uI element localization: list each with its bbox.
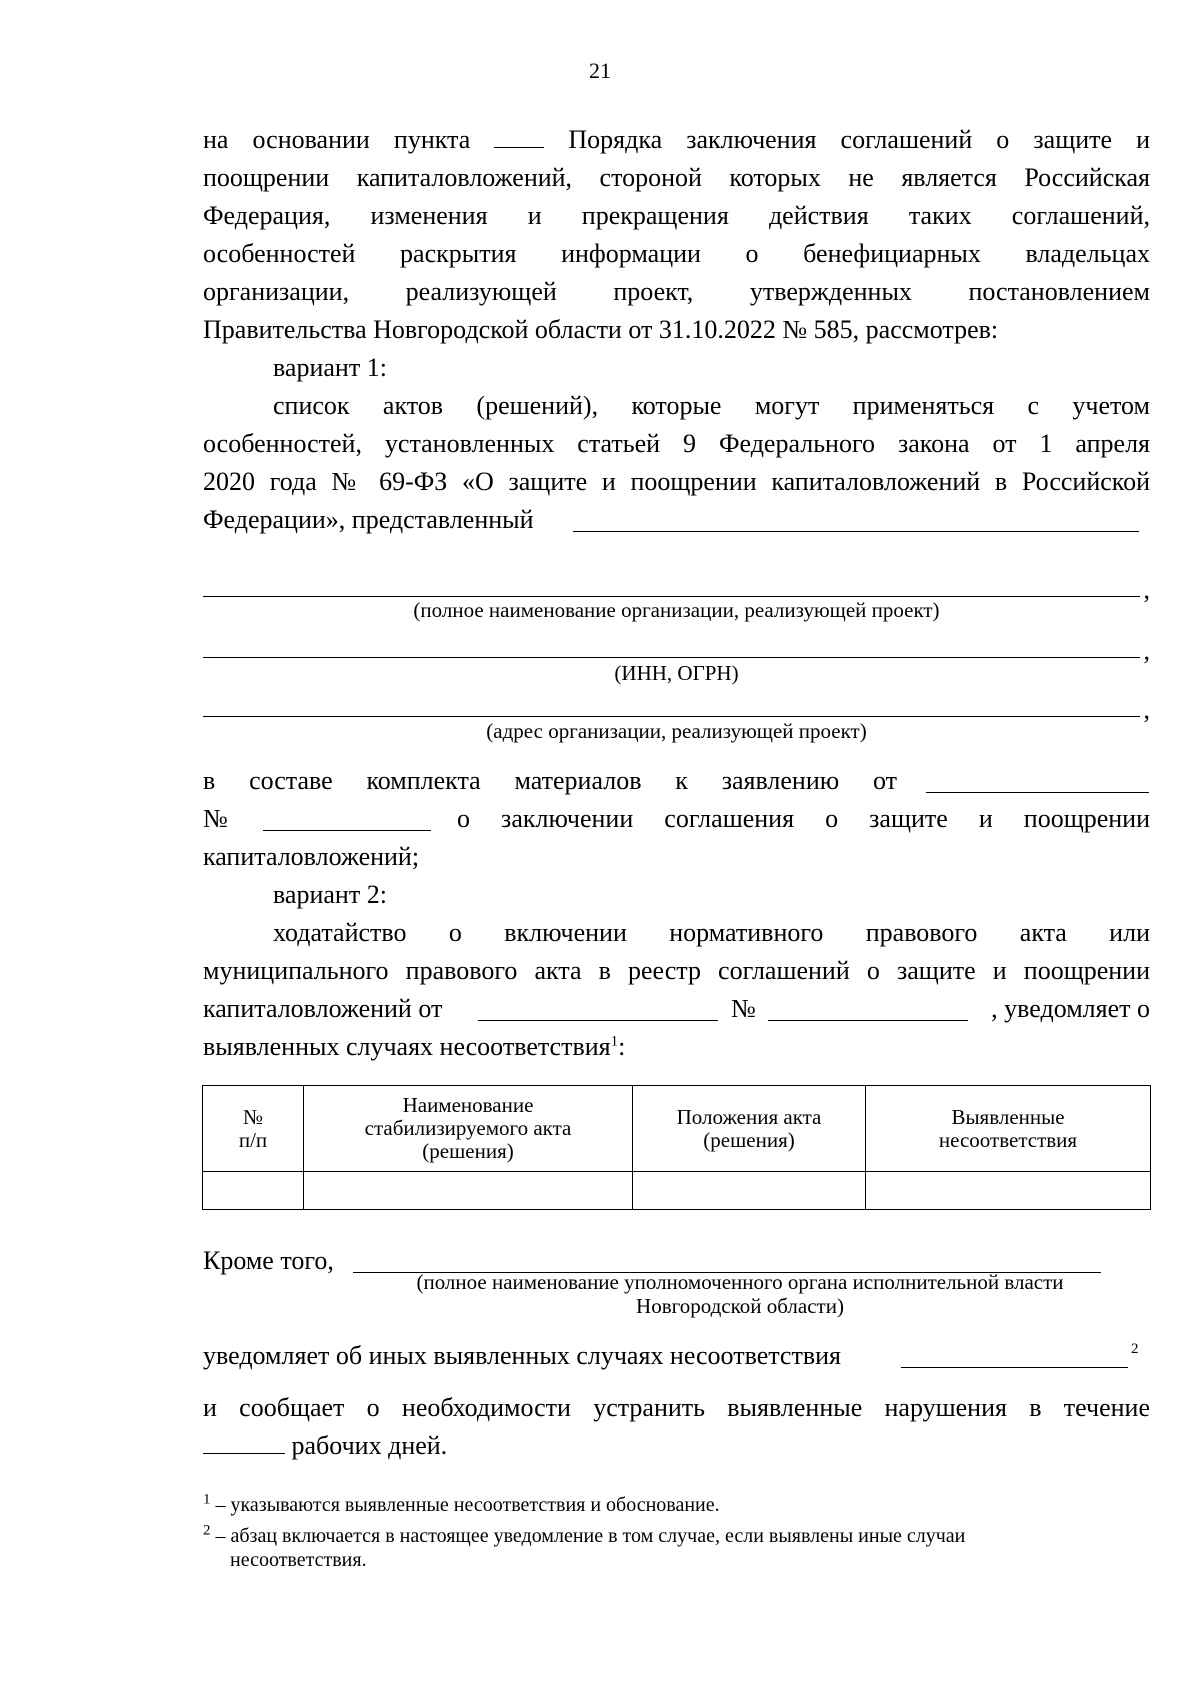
other-cases-line: уведомляет об иных выявленных случаях несоответствия 2 bbox=[203, 1341, 1139, 1370]
application-line-3: капиталовложений; bbox=[203, 842, 420, 871]
variant2-line-4 bbox=[203, 1028, 1150, 1066]
presented-by-blank[interactable] bbox=[573, 509, 1139, 532]
comma: , bbox=[1143, 575, 1150, 604]
page-number: 21 bbox=[589, 58, 611, 83]
variant1-heading: вариант 1: bbox=[273, 353, 387, 382]
intro-text: на основании пункта bbox=[203, 125, 471, 154]
address-caption: (адрес организации, реализующей проект) bbox=[486, 719, 867, 743]
other-cases-text: уведомляет об иных выявленных случаях несоответствия bbox=[203, 1341, 841, 1370]
header-label: Положения акта (решения) bbox=[676, 1104, 822, 1152]
footnote-ref-1[interactable]: 1 bbox=[610, 1033, 619, 1050]
table-cell[interactable] bbox=[866, 1172, 1151, 1210]
table-row bbox=[203, 1172, 1151, 1210]
org-name-line bbox=[203, 596, 1140, 597]
colon: : bbox=[618, 1032, 626, 1061]
discrepancy-table bbox=[202, 1085, 1151, 1210]
petition-date-blank[interactable] bbox=[478, 998, 718, 1021]
variant2-line-1: ходатайство о включении нормативного правового акта или bbox=[273, 918, 1150, 947]
authority-caption bbox=[350, 1270, 1130, 1318]
table-cell[interactable] bbox=[304, 1172, 633, 1210]
variant2-line-2: муниципального правового акта в реестр соглашений о защите и поощрении bbox=[203, 956, 1150, 985]
variant2-section bbox=[203, 876, 1150, 1066]
comma: , bbox=[1143, 636, 1150, 665]
number-sign: № bbox=[203, 804, 228, 833]
variant1-line-2: особенностей, установленных статьей 9 Федерального закона от 1 апреля bbox=[203, 429, 1150, 458]
intro-text: Порядка заключения соглашений о защите и bbox=[568, 125, 1151, 154]
variant1-section bbox=[203, 349, 1150, 539]
address-line bbox=[203, 716, 1140, 717]
header-act-name bbox=[304, 1086, 633, 1172]
footnote-2 bbox=[203, 1524, 1150, 1572]
application-line-1 bbox=[203, 762, 1150, 800]
header-number bbox=[203, 1086, 304, 1172]
authority-caption-line-1: (полное наименование уполномоченного органа исполнительной власти bbox=[416, 1270, 1064, 1294]
intro-line-1 bbox=[203, 121, 1150, 159]
working-days-blank[interactable] bbox=[203, 1431, 285, 1454]
discrepancies-text: выявленных случаях несоответствия bbox=[203, 1032, 611, 1061]
petition-number-blank[interactable] bbox=[768, 998, 968, 1021]
footnote-text: – указываются выявленные несоответствия и обоснование. bbox=[210, 1494, 720, 1516]
header-label: Наименование стабилизируемого акта (решения) bbox=[364, 1093, 572, 1163]
application-number-blank[interactable] bbox=[263, 808, 431, 831]
address-field[interactable] bbox=[203, 693, 1150, 724]
investment-from-label: капиталовложений от bbox=[203, 994, 443, 1023]
variant2-heading: вариант 2: bbox=[273, 880, 387, 909]
intro-paragraph bbox=[203, 121, 1150, 349]
intro-line-4: особенностей раскрытия информации о бенефициарных владельцах bbox=[203, 239, 1150, 268]
footnote-mark: 2 bbox=[203, 1522, 211, 1539]
intro-line-5: организации, реализующей проект, утвержденных постановлением bbox=[203, 277, 1150, 306]
footnote-mark: 1 bbox=[203, 1491, 211, 1508]
working-days-text: рабочих дней. bbox=[291, 1431, 448, 1460]
inn-ogrn-line bbox=[203, 657, 1140, 658]
variant1-line-1: список актов (решений), которые могут применяться с учетом bbox=[273, 391, 1150, 420]
application-date-blank[interactable] bbox=[926, 770, 1149, 793]
header-discrepancies bbox=[866, 1086, 1151, 1172]
table-cell[interactable] bbox=[203, 1172, 304, 1210]
intro-line-6: Правительства Новгородской области от 31.10.2022 № 585, рассмотрев: bbox=[203, 315, 999, 344]
clause-number-blank[interactable] bbox=[494, 125, 544, 148]
application-text: о заключении соглашения о защите и поощрении bbox=[457, 804, 1150, 833]
footnote-1 bbox=[203, 1493, 1150, 1517]
footnote-text: – абзац включается в настоящее уведомление в том случае, если выявлены иные случаи bbox=[210, 1525, 966, 1547]
comma: , bbox=[1143, 695, 1150, 724]
header-act-provisions bbox=[633, 1086, 866, 1172]
footnote-continuation: несоответствия. bbox=[230, 1549, 367, 1571]
variant1-line-3: 2020 года № 69-ФЗ «О защите и поощрении капиталовложений в Российской bbox=[203, 467, 1150, 496]
moreover-label: Кроме того, bbox=[203, 1246, 334, 1275]
inform-line-2 bbox=[203, 1427, 1150, 1465]
authority-caption-line-2: Новгородской области) bbox=[636, 1294, 844, 1318]
inform-paragraph bbox=[203, 1389, 1150, 1465]
table-cell[interactable] bbox=[633, 1172, 866, 1210]
number-sign: № bbox=[731, 994, 756, 1023]
application-line-2 bbox=[203, 800, 1150, 838]
other-cases-blank[interactable] bbox=[901, 1345, 1128, 1368]
inform-line-1: и сообщает о необходимости устранить выявленные нарушения в течение bbox=[203, 1393, 1150, 1422]
intro-line-3: Федерация, изменения и прекращения действия таких соглашений, bbox=[203, 201, 1150, 230]
variant2-line-3 bbox=[203, 990, 1150, 1028]
table-header-row bbox=[203, 1086, 1151, 1172]
intro-line-2: поощрении капиталовложений, стороной которых не является Российская bbox=[203, 163, 1150, 192]
header-label: Выявленные несоответствия bbox=[938, 1104, 1078, 1152]
application-text: в составе комплекта материалов к заявлению от bbox=[203, 766, 897, 795]
notifies-text: , уведомляет о bbox=[991, 994, 1150, 1023]
presented-by-label: Федерации», представленный bbox=[203, 505, 534, 534]
header-label: № п/п bbox=[238, 1104, 268, 1152]
application-paragraph bbox=[203, 762, 1150, 876]
variant1-line-4 bbox=[203, 501, 1150, 539]
org-name-field[interactable] bbox=[203, 573, 1150, 604]
inn-ogrn-caption: (ИНН, ОГРН) bbox=[614, 661, 739, 685]
inn-ogrn-field[interactable] bbox=[203, 634, 1150, 665]
org-name-caption: (полное наименование организации, реализующей проект) bbox=[413, 598, 940, 622]
